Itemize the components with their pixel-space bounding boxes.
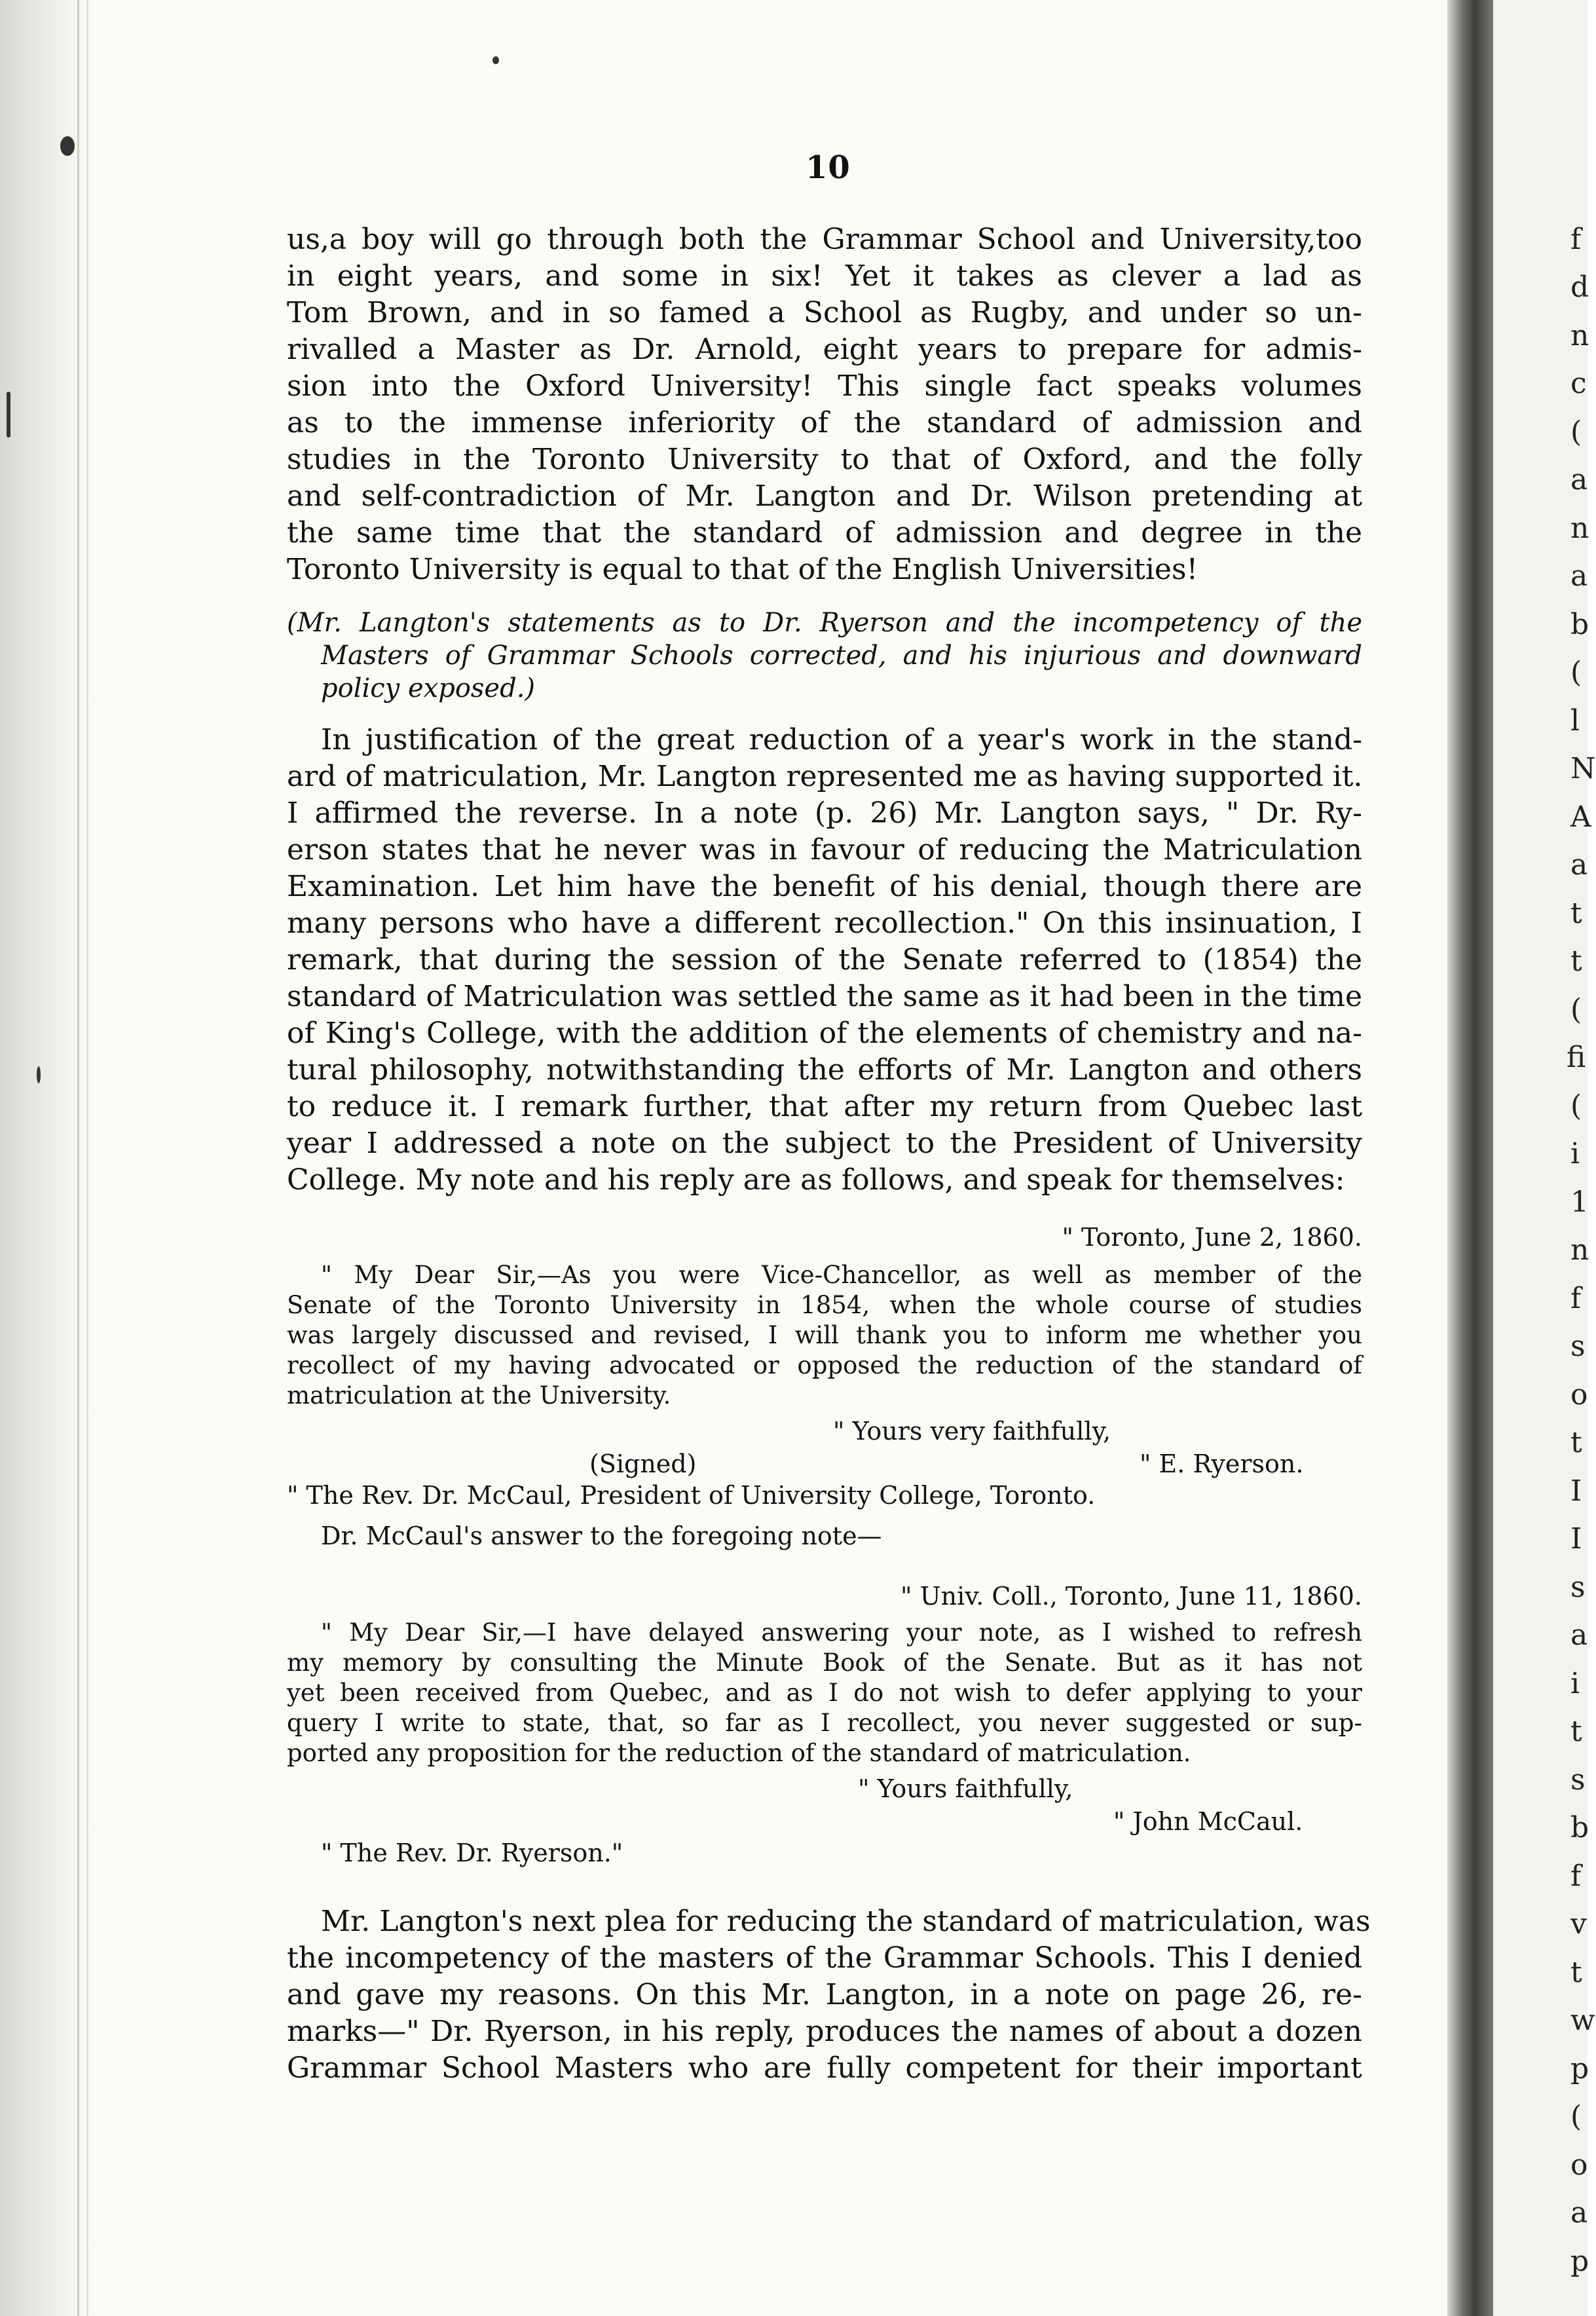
adjacent-page-fragment: p [1570,2245,1589,2278]
adjacent-page-fragment: I [1570,1474,1582,1508]
adjacent-page-fragment: N [1570,752,1596,785]
adjacent-page-fragment: l [1570,704,1580,738]
adjacent-page-fragment: f [1570,223,1582,256]
page-fold-gutter [1447,0,1493,2316]
text-line: Examination. Let him have the benefit of his denial, though there are [287,870,1362,903]
letter-signature: " E. Ryerson. [1140,1449,1304,1478]
adjacent-page-fragment: ( [1570,1089,1582,1123]
adjacent-page-fragment: s [1570,1763,1586,1797]
adjacent-page-fragment: o [1570,1378,1588,1411]
text-line: studies in the Toronto University to that of Oxford, and the folly [287,443,1362,476]
adjacent-page-fragment: n [1570,512,1589,545]
heading-line: (Mr. Langton's statements as to Dr. Ryerson and the incompetency of the [287,608,1362,638]
adjacent-page-fragment: n [1570,1233,1589,1267]
adjacent-page-fragment: i [1570,1667,1580,1700]
text-line: tural philosophy, notwithstanding the efforts of Mr. Langton and others [287,1053,1362,1087]
letter-line: Senate of the Toronto University in 1854, when the whole course of studies [287,1291,1362,1319]
adjacent-page-fragment: b [1570,1811,1589,1844]
adjacent-page-fragment: n [1570,319,1589,352]
adjacent-page-fragment: t [1570,897,1582,930]
signed-label: (Signed) [589,1449,697,1478]
text-line: in eight years, and some in six! Yet it takes as clever a lad as [287,259,1362,293]
adjacent-page-fragment: fi [1567,1041,1586,1074]
adjacent-page-fragment: s [1570,1571,1586,1604]
adjacent-page-fragment: t [1570,1956,1582,1989]
text-line: the same time that the standard of admission and degree in the [287,516,1362,550]
adjacent-page-fragment: a [1570,848,1588,882]
letter-line: query I write to state, that, so far as I recollect, you never suggested or sup- [287,1709,1362,1737]
adjacent-page-fragment: f [1570,1282,1582,1315]
letter-addressee: " The Rev. Dr. McCaul, President of University College, Toronto. [287,1481,1096,1510]
adjacent-page-fragment: ( [1570,993,1582,1026]
text-line: many persons who have a different recollection." On this insinuation, I [287,906,1362,940]
adjacent-page-fragment: o [1570,2148,1588,2182]
text-line: Mr. Langton's next plea for reducing the standard of matriculation, was [321,1905,1371,1938]
adjacent-page-fragment: ( [1570,656,1582,689]
letter-line: yet been received from Quebec, and as I do not wish to defer applying to your [287,1679,1362,1707]
adjacent-page-fragment: A [1570,800,1591,834]
text-line: College. My note and his reply are as follows, and speak for themselves: [287,1163,1345,1197]
adjacent-page-fragment: I [1570,1522,1582,1556]
text-line: year I addressed a note on the subject to the President of University [287,1127,1362,1160]
adjacent-page-fragment: t [1570,1715,1582,1748]
text-line: Dr. McCaul's answer to the foregoing note— [321,1522,882,1550]
text-line: standard of Matriculation was settled the same as it had been in the time [287,980,1362,1013]
text-line: I affirmed the reverse. In a note (p. 26) Mr. Langton says, " Dr. Ry- [287,796,1362,830]
adjacent-page-fragment: p [1570,2052,1589,2085]
letter-signature: " John McCaul. [1113,1807,1303,1836]
binding-shadow [0,0,98,2316]
letter-line: " My Dear Sir,—As you were Vice-Chancellor, as well as member of the [321,1261,1362,1289]
letter-closing: " Yours faithfully, [858,1774,1073,1803]
adjacent-page-fragment: a [1570,559,1588,593]
letter-closing: " Yours very faithfully, [833,1417,1111,1446]
binding-edge [77,0,79,2316]
heading-line: Masters of Grammar Schools corrected, and his injurious and downward [321,641,1362,671]
text-line: erson states that he never was in favour of reducing the Matriculation [287,833,1362,867]
scan-speck [60,136,75,156]
text-line: of King's College, with the addition of the elements of chemistry and na- [287,1017,1362,1050]
adjacent-page-fragment: a [1570,463,1588,496]
adjacent-page-fragment: ( [1570,415,1582,449]
text-line: and gave my reasons. On this Mr. Langton, in a note on page 26, re- [287,1978,1362,2011]
letter-line: " My Dear Sir,—I have delayed answering your note, as I wished to refresh [321,1618,1362,1647]
adjacent-page-fragment: t [1570,1426,1582,1459]
text-line: remark, that during the session of the Senate referred to (1854) the [287,943,1362,977]
letter-line: matriculation at the University. [287,1381,671,1410]
adjacent-page-fragment: f [1570,1859,1582,1893]
text-line: Grammar School Masters who are fully competent for their important [287,2051,1362,2085]
text-line: to reduce it. I remark further, that after my return from Quebec last [287,1090,1362,1123]
scan-speck [37,1066,41,1083]
adjacent-page-fragment: d [1570,271,1589,304]
text-line: Toronto University is equal to that of the English Universities! [287,553,1198,586]
scan-speck [492,56,499,64]
text-line: rivalled a Master as Dr. Arnold, eight years to prepare for admis- [287,333,1362,366]
letter-dateline: " Univ. Coll., Toronto, June 11, 1860. [900,1582,1362,1611]
text-line: as to the immense inferiority of the standard of admission and [287,406,1362,439]
text-line: Tom Brown, and in so famed a School as Rugby, and under so un- [287,296,1362,329]
letter-dateline: " Toronto, June 2, 1860. [1062,1223,1362,1252]
letter-line: ported any proposition for the reduction of the standard of matriculation. [287,1739,1191,1767]
page-number: 10 [806,149,851,186]
adjacent-page-fragment: a [1570,2196,1588,2230]
adjacent-page-fragment: ( [1570,2100,1582,2133]
binding-edge [86,0,88,2316]
text-line: and self-contradiction of Mr. Langton and Dr. Wilson pretending at [287,479,1362,513]
text-line: us,a boy will go through both the Grammar School and University,too [287,223,1362,256]
text-line: the incompetency of the masters of the Grammar Schools. This I denied [287,1941,1362,1975]
adjacent-page-fragment: i [1570,1137,1580,1170]
adjacent-page-fragment: c [1570,367,1587,400]
text-line: ard of matriculation, Mr. Langton represented me as having supported it. [287,760,1363,793]
adjacent-page-fragment: v [1570,1907,1587,1941]
letter-addressee: " The Rev. Dr. Ryerson." [321,1839,623,1867]
adjacent-page-edge [1493,0,1596,2316]
scan-speck [7,392,10,438]
letter-line: was largely discussed and revised, I will thank you to inform me whether you [287,1321,1362,1349]
heading-line: policy exposed.) [321,673,536,703]
adjacent-page-fragment: t [1570,944,1582,978]
letter-line: my memory by consulting the Minute Book of the Senate. But as it has not [287,1649,1362,1677]
text-line: In justification of the great reduction of a year's work in the stand- [321,723,1362,756]
text-line: sion into the Oxford University! This single fact speaks volumes [287,369,1362,403]
text-line: marks—" Dr. Ryerson, in his reply, produces the names of about a dozen [287,2015,1362,2048]
adjacent-page-fragment: s [1570,1330,1586,1363]
adjacent-page-fragment: b [1570,608,1589,641]
adjacent-page-fragment: a [1570,1618,1588,1652]
letter-line: recollect of my having advocated or opposed the reduction of the standard of [287,1351,1362,1379]
adjacent-page-fragment: w [1570,2004,1595,2037]
adjacent-page-fragment: 1 [1570,1186,1589,1219]
